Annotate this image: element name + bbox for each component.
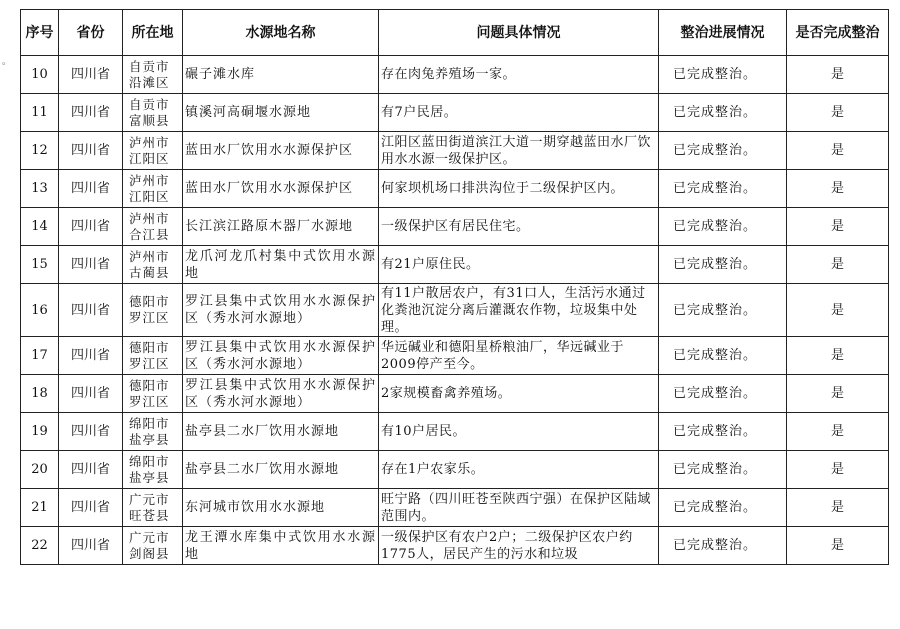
row-location: 德阳市罗江区 (123, 284, 183, 337)
row-issue: 一级保护区有居民住宅。 (379, 208, 659, 246)
water-source-rectification-table (20, 9, 889, 565)
row-source-name: 东河城市饮用水水源地 (183, 489, 379, 527)
row-province: 四川省 (59, 246, 123, 284)
row-location: 自贡市沿滩区 (123, 56, 183, 94)
row-source-name: 碾子滩水库 (183, 56, 379, 94)
row-source-name: 罗江县集中式饮用水水源保护区（秀水河水源地） (183, 375, 379, 413)
header-completed: 是否完成整治 (787, 10, 889, 56)
table-row (21, 375, 889, 413)
row-progress: 已完成整治。 (659, 489, 787, 527)
row-province: 四川省 (59, 413, 123, 451)
row-index: 18 (21, 375, 59, 413)
row-progress: 已完成整治。 (659, 94, 787, 132)
header-index: 序号 (21, 10, 59, 56)
header-province: 省份 (59, 10, 123, 56)
row-location: 自贡市富顺县 (123, 94, 183, 132)
row-province: 四川省 (59, 337, 123, 375)
row-location: 泸州市江阳区 (123, 170, 183, 208)
row-progress: 已完成整治。 (659, 284, 787, 337)
row-source-name: 罗江县集中式饮用水水源保护区（秀水河水源地） (183, 284, 379, 337)
row-source-name: 蓝田水厂饮用水水源保护区 (183, 170, 379, 208)
row-source-name: 盐亭县二水厂饮用水源地 (183, 451, 379, 489)
header-progress: 整治进展情况 (659, 10, 787, 56)
row-progress: 已完成整治。 (659, 337, 787, 375)
row-completed: 是 (787, 246, 889, 284)
row-issue: 存在肉兔养殖场一家。 (379, 56, 659, 94)
row-completed: 是 (787, 94, 889, 132)
row-location: 德阳市罗江区 (123, 375, 183, 413)
header-location: 所在地 (123, 10, 183, 56)
row-source-name: 盐亭县二水厂饮用水源地 (183, 413, 379, 451)
header-issue: 问题具体情况 (379, 10, 659, 56)
row-completed: 是 (787, 451, 889, 489)
row-issue (379, 527, 659, 565)
row-province: 四川省 (59, 451, 123, 489)
row-progress: 已完成整治。 (659, 527, 787, 565)
row-location: 泸州市古蔺县 (123, 246, 183, 284)
row-issue: 有7户民居。 (379, 94, 659, 132)
row-index: 19 (21, 413, 59, 451)
row-progress: 已完成整治。 (659, 375, 787, 413)
row-issue: 有21户原住民。 (379, 246, 659, 284)
row-issue: 有11户散居农户，有31口人，生活污水通过化粪池沉淀分离后灌溉农作物，垃圾集中处理。 (379, 284, 659, 337)
row-province: 四川省 (59, 208, 123, 246)
table-row (21, 170, 889, 208)
row-issue: 2家规模畜禽养殖场。 (379, 375, 659, 413)
row-location: 泸州市合江县 (123, 208, 183, 246)
row-completed: 是 (787, 208, 889, 246)
row-progress: 已完成整治。 (659, 246, 787, 284)
row-issue-text: 一级保护区有农户2户；二级保护区农户约1775人，居民产生的污水和垃圾 (381, 529, 633, 562)
table-row (21, 489, 889, 527)
table-row (21, 132, 889, 170)
row-index: 14 (21, 208, 59, 246)
row-issue: 旺宁路（四川旺苍至陕西宁强）在保护区陆域范围内。 (379, 489, 659, 527)
row-index: 13 (21, 170, 59, 208)
row-location: 广元市旺苍县 (123, 489, 183, 527)
row-location: 泸州市江阳区 (123, 132, 183, 170)
row-completed: 是 (787, 337, 889, 375)
row-index: 11 (21, 94, 59, 132)
row-index: 17 (21, 337, 59, 375)
row-completed: 是 (787, 284, 889, 337)
header-source-name: 水源地名称 (183, 10, 379, 56)
row-issue: 有10户居民。 (379, 413, 659, 451)
row-source-name: 龙爪河龙爪村集中式饮用水源地 (183, 246, 379, 284)
row-completed: 是 (787, 132, 889, 170)
row-location: 绵阳市盐亭县 (123, 413, 183, 451)
row-province: 四川省 (59, 527, 123, 565)
table-row (21, 246, 889, 284)
row-province: 四川省 (59, 375, 123, 413)
row-issue: 江阳区蓝田街道滨江大道一期穿越蓝田水厂饮用水水源一级保护区。 (379, 132, 659, 170)
row-location: 广元市剑阁县 (123, 527, 183, 565)
row-completed: 是 (787, 170, 889, 208)
row-progress: 已完成整治。 (659, 413, 787, 451)
table-row (21, 94, 889, 132)
row-source-name: 长江滨江路原木器厂水源地 (183, 208, 379, 246)
row-index: 10 (21, 56, 59, 94)
row-location: 德阳市罗江区 (123, 337, 183, 375)
row-completed: 是 (787, 56, 889, 94)
row-source-name: 蓝田水厂饮用水水源保护区 (183, 132, 379, 170)
row-progress: 已完成整治。 (659, 451, 787, 489)
table-row (21, 337, 889, 375)
row-progress: 已完成整治。 (659, 170, 787, 208)
table-row (21, 413, 889, 451)
margin-mark: 。 (2, 57, 12, 67)
row-index: 15 (21, 246, 59, 284)
row-province: 四川省 (59, 284, 123, 337)
row-progress: 已完成整治。 (659, 132, 787, 170)
row-index: 20 (21, 451, 59, 489)
row-location: 绵阳市盐亭县 (123, 451, 183, 489)
row-province: 四川省 (59, 489, 123, 527)
row-province: 四川省 (59, 132, 123, 170)
row-province: 四川省 (59, 94, 123, 132)
row-issue: 何家坝机场口排洪沟位于二级保护区内。 (379, 170, 659, 208)
row-completed: 是 (787, 375, 889, 413)
header-row (21, 10, 889, 56)
table-row (21, 56, 889, 94)
table-row (21, 451, 889, 489)
row-completed: 是 (787, 527, 889, 565)
row-issue: 存在1户农家乐。 (379, 451, 659, 489)
row-province: 四川省 (59, 56, 123, 94)
row-progress: 已完成整治。 (659, 56, 787, 94)
row-index: 21 (21, 489, 59, 527)
row-completed: 是 (787, 413, 889, 451)
row-index: 22 (21, 527, 59, 565)
row-index: 16 (21, 284, 59, 337)
row-issue: 华远碱业和德阳星桥粮油厂，华远碱业于2009停产至今。 (379, 337, 659, 375)
row-source-name: 罗江县集中式饮用水水源保护区（秀水河水源地） (183, 337, 379, 375)
table-row (21, 284, 889, 337)
row-progress: 已完成整治。 (659, 208, 787, 246)
row-completed: 是 (787, 489, 889, 527)
row-province: 四川省 (59, 170, 123, 208)
row-source-name: 镇溪河高硐堰水源地 (183, 94, 379, 132)
table-row (21, 527, 889, 565)
row-source-name: 龙王潭水库集中式饮用水水源地 (183, 527, 379, 565)
table-row (21, 208, 889, 246)
row-index: 12 (21, 132, 59, 170)
